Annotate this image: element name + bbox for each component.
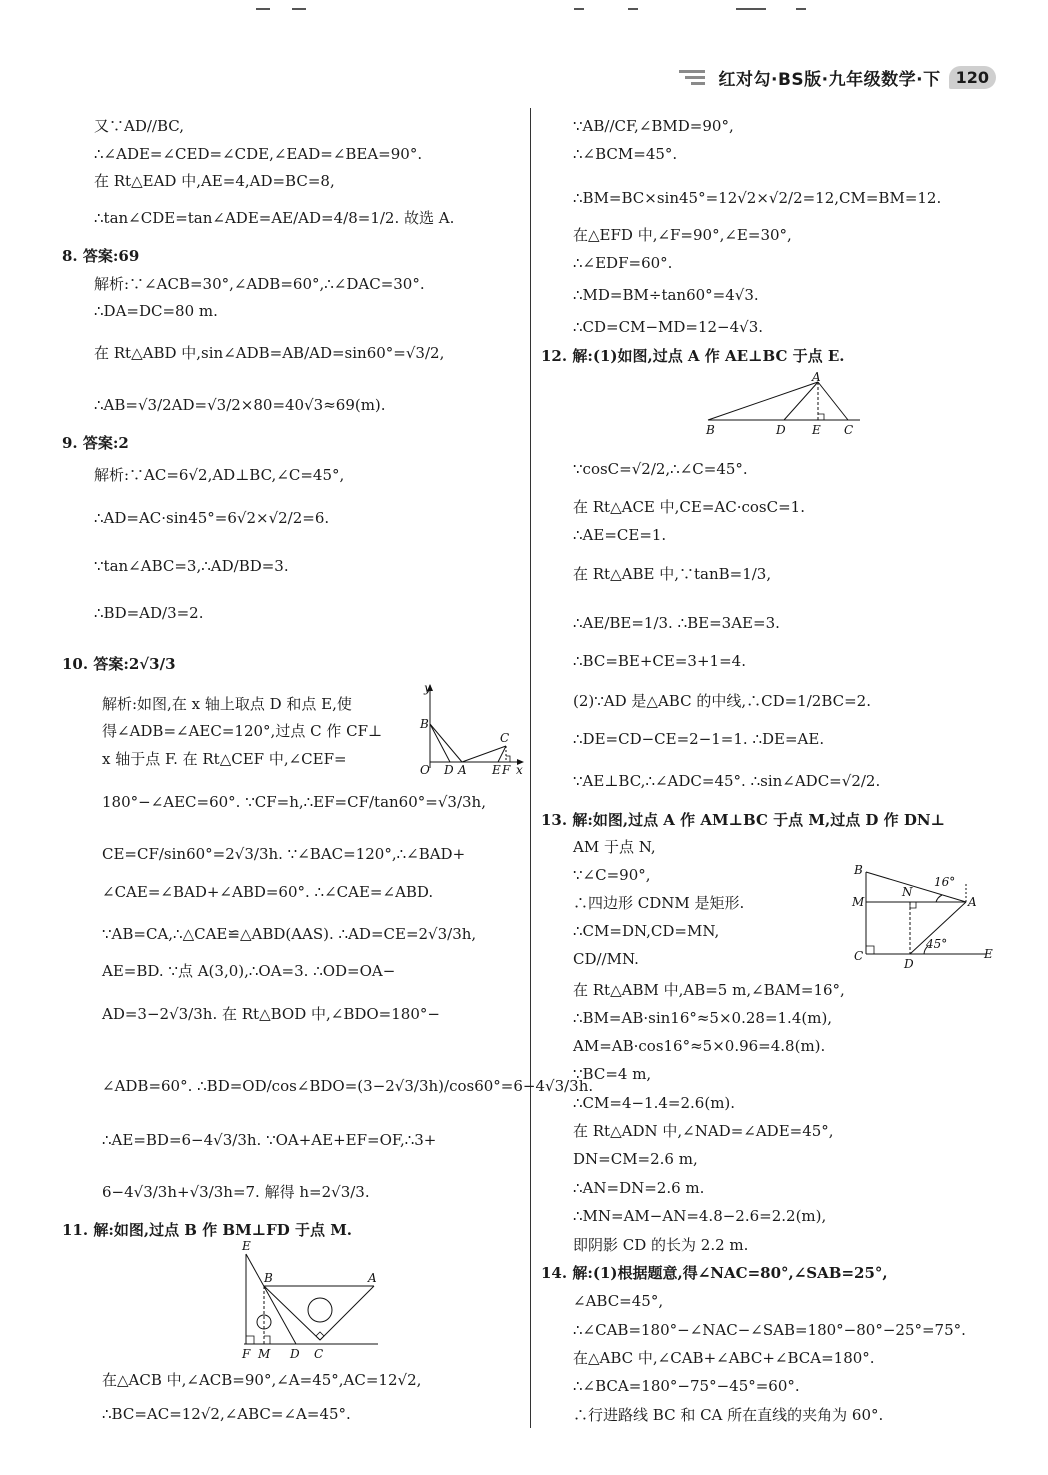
scan-mark [574, 8, 584, 10]
answer-heading: 11. 解:如图,过点 B 作 BM⊥FD 于点 M. [62, 1221, 353, 1239]
text-line: ∴BC=BE+CE=3+1=4. [573, 652, 746, 670]
text-line: ∴AN=DN=2.6 m. [573, 1179, 705, 1197]
text-line: ∴∠CAB=180°−∠NAC−∠SAB=180°−80°−25°=75°. [573, 1321, 966, 1339]
text-line: ∴MN=AM−AN=4.8−2.6=2.2(m), [573, 1207, 827, 1225]
fig13-label: E [984, 947, 993, 961]
fig12-label: C [844, 423, 854, 437]
text-line: ∠CAE=∠BAD+∠ABD=60°. ∴∠CAE=∠ABD. [102, 883, 434, 901]
text-line: ∴AE=CE=1. [573, 526, 667, 544]
header-decoration [679, 70, 705, 85]
column-divider [530, 108, 531, 1428]
text-line: 在 Rt△EAD 中,AE=4,AD=BC=8, [94, 172, 335, 190]
figure-10 [414, 680, 526, 776]
scan-mark [736, 8, 766, 10]
fig10-label: F [502, 763, 511, 776]
answer-heading: 12. 解:(1)如图,过点 A 作 AE⊥BC 于点 E. [541, 347, 845, 365]
answer-heading: 14. 解:(1)根据题意,得∠NAC=80°,∠SAB=25°, [541, 1264, 888, 1282]
text-line: 在 Rt△ACE 中,CE=AC·cosC=1. [573, 498, 805, 516]
text-line: ∴四边形 CDNM 是矩形. [573, 894, 745, 912]
fig10-label: C [500, 731, 510, 745]
text-line: 在 Rt△ABE 中,∵tanB=1/3, [573, 565, 772, 583]
text-line: ∴MD=BM÷tan60°=4√3. [573, 286, 759, 304]
text-line: (2)∵AD 是△ABC 的中线,∴CD=1/2BC=2. [573, 692, 871, 710]
fig13-label: N [902, 885, 913, 899]
text-line: ∴行进路线 BC 和 CA 所在直线的夹角为 60°. [573, 1406, 884, 1424]
text-line: 180°−∠AEC=60°. ∵CF=h,∴EF=CF/tan60°=√3/3h, [102, 793, 486, 811]
text-line: 在△ABC 中,∠CAB+∠ABC+∠BCA=180°. [573, 1349, 875, 1367]
text-line: 6−4√3/3h+√3/3h=7. 解得 h=2√3/3. [102, 1183, 370, 1201]
fig13-label: 16° [934, 875, 956, 889]
fig11-label: E [242, 1240, 251, 1253]
text-line: ∵cosC=√2/2,∴∠C=45°. [573, 460, 748, 478]
text-line: AD=3−2√3/3h. 在 Rt△BOD 中,∠BDO=180°− [102, 1005, 440, 1023]
scan-mark [628, 8, 638, 10]
scan-mark [256, 8, 270, 10]
text-line: 在△ACB 中,∠ACB=90°,∠A=45°,AC=12√2, [102, 1371, 422, 1389]
text-line: AM=AB·cos16°≈5×0.96=4.8(m). [573, 1037, 826, 1055]
answer-heading: 10. 答案:2√3/3 [62, 655, 176, 673]
text-line: ∵AB=CA,∴△CAE≌△ABD(AAS). ∴AD=CE=2√3/3h, [102, 925, 477, 943]
text-line: 在 Rt△ABM 中,AB=5 m,∠BAM=16°, [573, 981, 845, 999]
text-line: 又∵AD//BC, [94, 117, 184, 135]
scan-mark [292, 8, 306, 10]
text-line: ∴BM=BC×sin45°=12√2×√2/2=12,CM=BM=12. [573, 189, 942, 207]
text-line: ∴AD=AC·sin45°=6√2×√2/2=6. [94, 509, 330, 527]
fig12-label: E [812, 423, 821, 437]
answer-heading: 13. 解:如图,过点 A 作 AM⊥BC 于点 M,过点 D 作 DN⊥ [541, 811, 945, 829]
text-line: ∵BC=4 m, [573, 1065, 652, 1083]
text-line: ∵tan∠ABC=3,∴AD/BD=3. [94, 557, 289, 575]
text-line: x 轴于点 F. 在 Rt△CEF 中,∠CEF= [102, 750, 347, 768]
text-line: 得∠ADB=∠AEC=120°,过点 C 作 CF⊥ [102, 722, 383, 740]
fig10-label: D [444, 763, 454, 776]
fig12-label: A [812, 372, 821, 384]
fig10-label: B [420, 717, 429, 731]
fig11-label: D [290, 1347, 300, 1361]
text-line: CD//MN. [573, 950, 639, 968]
text-line: 在△EFD 中,∠F=90°,∠E=30°, [573, 226, 792, 244]
text-line: ∴BM=AB·sin16°≈5×0.28=1.4(m), [573, 1009, 833, 1027]
text-line: ∠ADB=60°. ∴BD=OD/cos∠BDO=(3−2√3/3h)/cos60°=6−4√3/3h. [102, 1077, 594, 1095]
fig11-label: C [314, 1347, 324, 1361]
fig10-label: E [492, 763, 501, 776]
text-line: ∴tan∠CDE=tan∠ADE=AE/AD=4/8=1/2. 故选 A. [94, 209, 455, 227]
fig13-label: B [854, 863, 863, 877]
answer-heading: 8. 答案:69 [62, 247, 140, 265]
fig10-label: y [424, 681, 431, 695]
fig13-label: 45° [926, 937, 948, 951]
page-header [679, 62, 996, 92]
page-number: 120 [949, 66, 996, 89]
text-line: 解析:如图,在 x 轴上取点 D 和点 E,使 [102, 695, 352, 713]
fig10-label: O [420, 763, 430, 776]
text-line: 解析:∵∠ACB=30°,∠ADB=60°,∴∠DAC=30°. [94, 275, 425, 293]
fig10-label: x [516, 763, 523, 776]
fig12-label: B [706, 423, 715, 437]
text-line: ∴CM=4−1.4=2.6(m). [573, 1094, 736, 1112]
fig11-label: B [264, 1271, 273, 1285]
answer-heading: 9. 答案:2 [62, 434, 129, 452]
figure-12 [700, 372, 870, 438]
fig13-label: A [968, 895, 977, 909]
text-line: ∴∠BCA=180°−75°−45°=60°. [573, 1377, 800, 1395]
fig13-label: M [852, 895, 865, 909]
text-line: ∵∠C=90°, [573, 866, 651, 884]
fig11-label: M [258, 1347, 271, 1361]
fig10-label: A [458, 763, 467, 776]
text-line: ∴AB=√3/2AD=√3/2×80=40√3≈69(m). [94, 396, 386, 414]
scan-mark [796, 8, 806, 10]
text-line: 在 Rt△ABD 中,sin∠ADB=AB/AD=sin60°=√3/2, [94, 344, 445, 362]
text-line: ∴BD=AD/3=2. [94, 604, 204, 622]
text-line: ∴∠BCM=45°. [573, 145, 678, 163]
figure-13 [848, 862, 998, 972]
text-line: ∵AB//CF,∠BMD=90°, [573, 117, 734, 135]
text-line: ∴DA=DC=80 m. [94, 302, 218, 320]
text-line: ∴DE=CD−CE=2−1=1. ∴DE=AE. [573, 730, 825, 748]
text-line: ∴CD=CM−MD=12−4√3. [573, 318, 764, 336]
text-line: AM 于点 N, [573, 838, 656, 856]
fig11-label: F [242, 1347, 251, 1361]
text-line: ∠ABC=45°, [573, 1292, 664, 1310]
figure-11 [236, 1240, 386, 1366]
text-line: 在 Rt△ADN 中,∠NAD=∠ADE=45°, [573, 1122, 834, 1140]
text-line: CE=CF/sin60°=2√3/3h. ∵∠BAC=120°,∴∠BAD+ [102, 845, 466, 863]
text-line: 解析:∵AC=6√2,AD⊥BC,∠C=45°, [94, 466, 345, 484]
text-line: ∴CM=DN,CD=MN, [573, 922, 720, 940]
text-line: ∴AE/BE=1/3. ∴BE=3AE=3. [573, 614, 780, 632]
text-line: AE=BD. ∵点 A(3,0),∴OA=3. ∴OD=OA− [102, 962, 396, 980]
text-line: 即阴影 CD 的长为 2.2 m. [573, 1236, 749, 1254]
text-line: ∴∠ADE=∠CED=∠CDE,∠EAD=∠BEA=90°. [94, 145, 423, 163]
fig13-label: C [854, 949, 864, 963]
fig13-label: D [904, 957, 914, 971]
text-line: ∴AE=BD=6−4√3/3h. ∵OA+AE+EF=OF,∴3+ [102, 1131, 437, 1149]
fig12-label: D [776, 423, 786, 437]
text-line: DN=CM=2.6 m, [573, 1150, 698, 1168]
text-line: ∴∠EDF=60°. [573, 254, 673, 272]
fig11-label: A [368, 1271, 377, 1285]
text-line: ∵AE⊥BC,∴∠ADC=45°. ∴sin∠ADC=√2/2. [573, 772, 881, 790]
text-line: ∴BC=AC=12√2,∠ABC=∠A=45°. [102, 1405, 351, 1423]
book-title: 红对勾·BS版·九年级数学·下 [718, 69, 941, 90]
